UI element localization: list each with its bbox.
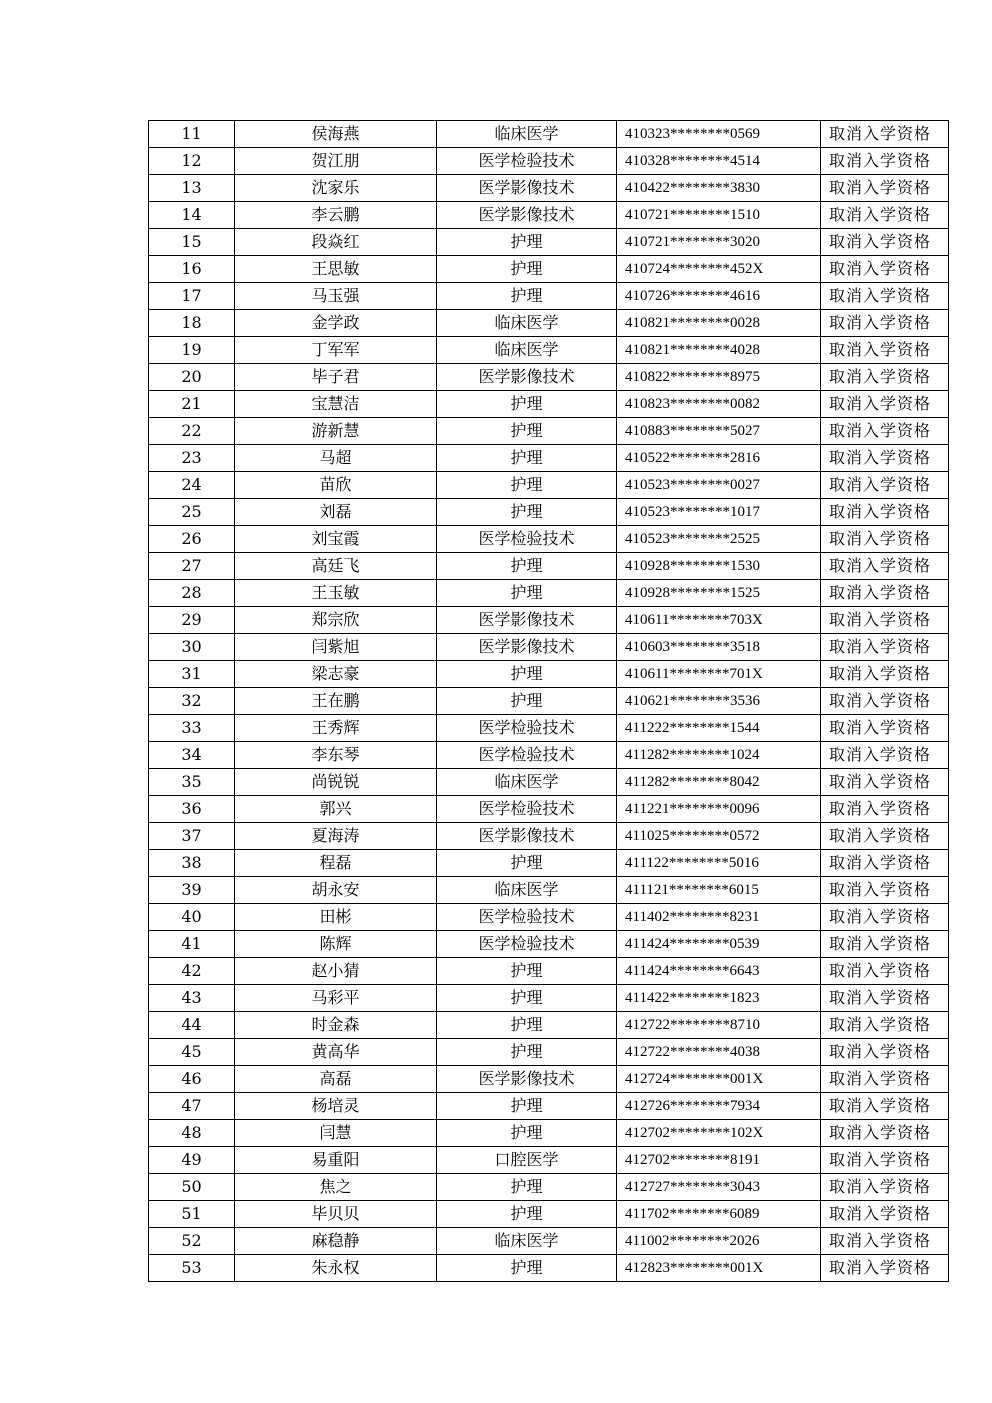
table-row xyxy=(149,1012,949,1039)
table-row xyxy=(149,526,949,553)
id-number-cell: 411422********1823 xyxy=(617,985,821,1012)
table-row xyxy=(149,1174,949,1201)
id-number-cell: 410603********3518 xyxy=(617,634,821,661)
id-number-cell: 410822********8975 xyxy=(617,364,821,391)
major-cell: 医学影像技术 xyxy=(437,823,617,850)
row-number-cell: 28 xyxy=(149,580,235,607)
table-row xyxy=(149,958,949,985)
table-row xyxy=(149,256,949,283)
id-number-cell: 410523********2525 xyxy=(617,526,821,553)
major-cell: 医学影像技术 xyxy=(437,607,617,634)
student-name-cell: 王在鹏 xyxy=(235,688,437,715)
major-cell: 医学影像技术 xyxy=(437,202,617,229)
student-name-cell: 贺江朋 xyxy=(235,148,437,175)
student-name-cell: 闫紫旭 xyxy=(235,634,437,661)
id-number-cell: 412702********102X xyxy=(617,1120,821,1147)
row-number-cell: 43 xyxy=(149,985,235,1012)
major-cell: 临床医学 xyxy=(437,769,617,796)
row-number-cell: 49 xyxy=(149,1147,235,1174)
major-cell: 临床医学 xyxy=(437,337,617,364)
status-cell: 取消入学资格 xyxy=(821,445,949,472)
row-number-cell: 13 xyxy=(149,175,235,202)
table-row xyxy=(149,553,949,580)
table-row xyxy=(149,1201,949,1228)
id-number-cell: 412823********001X xyxy=(617,1255,821,1282)
status-cell: 取消入学资格 xyxy=(821,580,949,607)
id-number-cell: 412726********7934 xyxy=(617,1093,821,1120)
status-cell: 取消入学资格 xyxy=(821,337,949,364)
row-number-cell: 45 xyxy=(149,1039,235,1066)
major-cell: 医学检验技术 xyxy=(437,796,617,823)
row-number-cell: 48 xyxy=(149,1120,235,1147)
id-number-cell: 412727********3043 xyxy=(617,1174,821,1201)
student-name-cell: 高磊 xyxy=(235,1066,437,1093)
row-number-cell: 14 xyxy=(149,202,235,229)
status-cell: 取消入学资格 xyxy=(821,1012,949,1039)
major-cell: 医学检验技术 xyxy=(437,715,617,742)
id-number-cell: 410721********1510 xyxy=(617,202,821,229)
major-cell: 护理 xyxy=(437,445,617,472)
row-number-cell: 33 xyxy=(149,715,235,742)
id-number-cell: 410726********4616 xyxy=(617,283,821,310)
student-name-cell: 胡永安 xyxy=(235,877,437,904)
major-cell: 医学影像技术 xyxy=(437,634,617,661)
id-number-cell: 410323********0569 xyxy=(617,121,821,148)
status-cell: 取消入学资格 xyxy=(821,796,949,823)
status-cell: 取消入学资格 xyxy=(821,850,949,877)
major-cell: 护理 xyxy=(437,985,617,1012)
row-number-cell: 23 xyxy=(149,445,235,472)
student-name-cell: 黄高华 xyxy=(235,1039,437,1066)
table-row xyxy=(149,1228,949,1255)
status-cell: 取消入学资格 xyxy=(821,283,949,310)
table-row xyxy=(149,985,949,1012)
row-number-cell: 27 xyxy=(149,553,235,580)
student-name-cell: 侯海燕 xyxy=(235,121,437,148)
table-row xyxy=(149,391,949,418)
student-name-cell: 刘磊 xyxy=(235,499,437,526)
student-name-cell: 李云鹏 xyxy=(235,202,437,229)
status-cell: 取消入学资格 xyxy=(821,958,949,985)
row-number-cell: 35 xyxy=(149,769,235,796)
status-cell: 取消入学资格 xyxy=(821,553,949,580)
student-name-cell: 杨培灵 xyxy=(235,1093,437,1120)
id-number-cell: 411282********1024 xyxy=(617,742,821,769)
status-cell: 取消入学资格 xyxy=(821,499,949,526)
row-number-cell: 22 xyxy=(149,418,235,445)
student-name-cell: 王思敏 xyxy=(235,256,437,283)
major-cell: 护理 xyxy=(437,553,617,580)
id-number-cell: 410328********4514 xyxy=(617,148,821,175)
student-name-cell: 李东琴 xyxy=(235,742,437,769)
row-number-cell: 34 xyxy=(149,742,235,769)
table-row xyxy=(149,418,949,445)
student-name-cell: 毕贝贝 xyxy=(235,1201,437,1228)
student-name-cell: 闫慧 xyxy=(235,1120,437,1147)
row-number-cell: 31 xyxy=(149,661,235,688)
major-cell: 护理 xyxy=(437,1012,617,1039)
major-cell: 护理 xyxy=(437,418,617,445)
table-row xyxy=(149,877,949,904)
student-name-cell: 郑宗欣 xyxy=(235,607,437,634)
status-cell: 取消入学资格 xyxy=(821,121,949,148)
status-cell: 取消入学资格 xyxy=(821,715,949,742)
row-number-cell: 40 xyxy=(149,904,235,931)
row-number-cell: 51 xyxy=(149,1201,235,1228)
major-cell: 医学检验技术 xyxy=(437,148,617,175)
status-cell: 取消入学资格 xyxy=(821,985,949,1012)
row-number-cell: 25 xyxy=(149,499,235,526)
row-number-cell: 32 xyxy=(149,688,235,715)
status-cell: 取消入学资格 xyxy=(821,1093,949,1120)
student-name-cell: 段焱红 xyxy=(235,229,437,256)
student-name-cell: 夏海涛 xyxy=(235,823,437,850)
status-cell: 取消入学资格 xyxy=(821,823,949,850)
id-number-cell: 410928********1530 xyxy=(617,553,821,580)
status-cell: 取消入学资格 xyxy=(821,1147,949,1174)
major-cell: 护理 xyxy=(437,580,617,607)
table-row xyxy=(149,607,949,634)
student-name-cell: 王玉敏 xyxy=(235,580,437,607)
status-cell: 取消入学资格 xyxy=(821,742,949,769)
student-name-cell: 高廷飞 xyxy=(235,553,437,580)
row-number-cell: 41 xyxy=(149,931,235,958)
id-number-cell: 412722********4038 xyxy=(617,1039,821,1066)
id-number-cell: 411222********1544 xyxy=(617,715,821,742)
table-row xyxy=(149,229,949,256)
major-cell: 护理 xyxy=(437,1093,617,1120)
row-number-cell: 50 xyxy=(149,1174,235,1201)
table-row xyxy=(149,283,949,310)
row-number-cell: 29 xyxy=(149,607,235,634)
id-number-cell: 410721********3020 xyxy=(617,229,821,256)
table-row xyxy=(149,904,949,931)
row-number-cell: 53 xyxy=(149,1255,235,1282)
status-cell: 取消入学资格 xyxy=(821,1201,949,1228)
student-name-cell: 郭兴 xyxy=(235,796,437,823)
id-number-cell: 410522********2816 xyxy=(617,445,821,472)
row-number-cell: 20 xyxy=(149,364,235,391)
id-number-cell: 410724********452X xyxy=(617,256,821,283)
major-cell: 临床医学 xyxy=(437,310,617,337)
table-row xyxy=(149,1120,949,1147)
status-cell: 取消入学资格 xyxy=(821,688,949,715)
student-name-cell: 毕子君 xyxy=(235,364,437,391)
table-row xyxy=(149,472,949,499)
major-cell: 医学检验技术 xyxy=(437,742,617,769)
roster-table xyxy=(148,120,949,1282)
major-cell: 护理 xyxy=(437,958,617,985)
row-number-cell: 30 xyxy=(149,634,235,661)
student-name-cell: 刘宝霞 xyxy=(235,526,437,553)
status-cell: 取消入学资格 xyxy=(821,526,949,553)
table-row xyxy=(149,769,949,796)
status-cell: 取消入学资格 xyxy=(821,877,949,904)
row-number-cell: 16 xyxy=(149,256,235,283)
major-cell: 护理 xyxy=(437,499,617,526)
id-number-cell: 412724********001X xyxy=(617,1066,821,1093)
major-cell: 临床医学 xyxy=(437,877,617,904)
id-number-cell: 411424********0539 xyxy=(617,931,821,958)
status-cell: 取消入学资格 xyxy=(821,1255,949,1282)
major-cell: 医学影像技术 xyxy=(437,1066,617,1093)
id-number-cell: 410611********703X xyxy=(617,607,821,634)
major-cell: 护理 xyxy=(437,229,617,256)
student-name-cell: 朱永权 xyxy=(235,1255,437,1282)
id-number-cell: 411282********8042 xyxy=(617,769,821,796)
roster-table-body xyxy=(149,121,949,1282)
status-cell: 取消入学资格 xyxy=(821,1066,949,1093)
id-number-cell: 410821********0028 xyxy=(617,310,821,337)
major-cell: 临床医学 xyxy=(437,121,617,148)
major-cell: 护理 xyxy=(437,472,617,499)
table-row xyxy=(149,445,949,472)
row-number-cell: 21 xyxy=(149,391,235,418)
student-name-cell: 游新慧 xyxy=(235,418,437,445)
status-cell: 取消入学资格 xyxy=(821,904,949,931)
id-number-cell: 410523********0027 xyxy=(617,472,821,499)
student-name-cell: 马彩平 xyxy=(235,985,437,1012)
student-name-cell: 马超 xyxy=(235,445,437,472)
table-row xyxy=(149,580,949,607)
student-name-cell: 程磊 xyxy=(235,850,437,877)
student-name-cell: 易重阳 xyxy=(235,1147,437,1174)
status-cell: 取消入学资格 xyxy=(821,634,949,661)
student-name-cell: 时金森 xyxy=(235,1012,437,1039)
row-number-cell: 37 xyxy=(149,823,235,850)
major-cell: 护理 xyxy=(437,1120,617,1147)
status-cell: 取消入学资格 xyxy=(821,607,949,634)
major-cell: 护理 xyxy=(437,1201,617,1228)
id-number-cell: 411121********6015 xyxy=(617,877,821,904)
row-number-cell: 17 xyxy=(149,283,235,310)
major-cell: 护理 xyxy=(437,1039,617,1066)
row-number-cell: 39 xyxy=(149,877,235,904)
table-row xyxy=(149,1255,949,1282)
student-name-cell: 王秀辉 xyxy=(235,715,437,742)
student-name-cell: 马玉强 xyxy=(235,283,437,310)
id-number-cell: 410883********5027 xyxy=(617,418,821,445)
row-number-cell: 12 xyxy=(149,148,235,175)
table-row xyxy=(149,931,949,958)
status-cell: 取消入学资格 xyxy=(821,229,949,256)
row-number-cell: 42 xyxy=(149,958,235,985)
table-row xyxy=(149,1147,949,1174)
id-number-cell: 410821********4028 xyxy=(617,337,821,364)
student-name-cell: 苗欣 xyxy=(235,472,437,499)
id-number-cell: 411025********0572 xyxy=(617,823,821,850)
table-row xyxy=(149,148,949,175)
major-cell: 医学检验技术 xyxy=(437,931,617,958)
student-name-cell: 陈辉 xyxy=(235,931,437,958)
status-cell: 取消入学资格 xyxy=(821,202,949,229)
student-name-cell: 麻稳静 xyxy=(235,1228,437,1255)
table-row xyxy=(149,121,949,148)
table-row xyxy=(149,364,949,391)
table-row xyxy=(149,175,949,202)
id-number-cell: 410523********1017 xyxy=(617,499,821,526)
table-row xyxy=(149,202,949,229)
student-name-cell: 焦之 xyxy=(235,1174,437,1201)
major-cell: 护理 xyxy=(437,688,617,715)
major-cell: 临床医学 xyxy=(437,1228,617,1255)
status-cell: 取消入学资格 xyxy=(821,391,949,418)
status-cell: 取消入学资格 xyxy=(821,661,949,688)
id-number-cell: 411402********8231 xyxy=(617,904,821,931)
student-name-cell: 尚锐锐 xyxy=(235,769,437,796)
id-number-cell: 411702********6089 xyxy=(617,1201,821,1228)
id-number-cell: 411002********2026 xyxy=(617,1228,821,1255)
row-number-cell: 19 xyxy=(149,337,235,364)
major-cell: 医学影像技术 xyxy=(437,175,617,202)
table-row xyxy=(149,1093,949,1120)
table-row xyxy=(149,688,949,715)
status-cell: 取消入学资格 xyxy=(821,1120,949,1147)
major-cell: 医学影像技术 xyxy=(437,364,617,391)
table-row xyxy=(149,661,949,688)
row-number-cell: 18 xyxy=(149,310,235,337)
status-cell: 取消入学资格 xyxy=(821,472,949,499)
student-name-cell: 宝慧洁 xyxy=(235,391,437,418)
id-number-cell: 411221********0096 xyxy=(617,796,821,823)
status-cell: 取消入学资格 xyxy=(821,148,949,175)
major-cell: 医学检验技术 xyxy=(437,904,617,931)
row-number-cell: 11 xyxy=(149,121,235,148)
status-cell: 取消入学资格 xyxy=(821,418,949,445)
id-number-cell: 410823********0082 xyxy=(617,391,821,418)
id-number-cell: 412722********8710 xyxy=(617,1012,821,1039)
table-row xyxy=(149,850,949,877)
id-number-cell: 410621********3536 xyxy=(617,688,821,715)
table-row xyxy=(149,1066,949,1093)
major-cell: 医学检验技术 xyxy=(437,526,617,553)
row-number-cell: 47 xyxy=(149,1093,235,1120)
status-cell: 取消入学资格 xyxy=(821,256,949,283)
id-number-cell: 410422********3830 xyxy=(617,175,821,202)
id-number-cell: 410928********1525 xyxy=(617,580,821,607)
table-row xyxy=(149,634,949,661)
table-row xyxy=(149,1039,949,1066)
student-name-cell: 赵小猜 xyxy=(235,958,437,985)
major-cell: 护理 xyxy=(437,850,617,877)
status-cell: 取消入学资格 xyxy=(821,931,949,958)
table-row xyxy=(149,337,949,364)
row-number-cell: 36 xyxy=(149,796,235,823)
major-cell: 护理 xyxy=(437,1174,617,1201)
row-number-cell: 52 xyxy=(149,1228,235,1255)
row-number-cell: 15 xyxy=(149,229,235,256)
row-number-cell: 24 xyxy=(149,472,235,499)
id-number-cell: 410611********701X xyxy=(617,661,821,688)
status-cell: 取消入学资格 xyxy=(821,1228,949,1255)
id-number-cell: 412702********8191 xyxy=(617,1147,821,1174)
row-number-cell: 46 xyxy=(149,1066,235,1093)
row-number-cell: 26 xyxy=(149,526,235,553)
row-number-cell: 38 xyxy=(149,850,235,877)
status-cell: 取消入学资格 xyxy=(821,1174,949,1201)
status-cell: 取消入学资格 xyxy=(821,1039,949,1066)
student-name-cell: 丁军军 xyxy=(235,337,437,364)
major-cell: 护理 xyxy=(437,256,617,283)
major-cell: 护理 xyxy=(437,391,617,418)
major-cell: 护理 xyxy=(437,283,617,310)
major-cell: 口腔医学 xyxy=(437,1147,617,1174)
major-cell: 护理 xyxy=(437,661,617,688)
table-row xyxy=(149,742,949,769)
student-name-cell: 梁志豪 xyxy=(235,661,437,688)
status-cell: 取消入学资格 xyxy=(821,175,949,202)
row-number-cell: 44 xyxy=(149,1012,235,1039)
student-name-cell: 田彬 xyxy=(235,904,437,931)
status-cell: 取消入学资格 xyxy=(821,364,949,391)
table-row xyxy=(149,715,949,742)
id-number-cell: 411424********6643 xyxy=(617,958,821,985)
table-row xyxy=(149,823,949,850)
status-cell: 取消入学资格 xyxy=(821,769,949,796)
id-number-cell: 411122********5016 xyxy=(617,850,821,877)
major-cell: 护理 xyxy=(437,1255,617,1282)
table-row xyxy=(149,310,949,337)
student-name-cell: 沈家乐 xyxy=(235,175,437,202)
table-row xyxy=(149,796,949,823)
status-cell: 取消入学资格 xyxy=(821,310,949,337)
student-name-cell: 金学政 xyxy=(235,310,437,337)
table-row xyxy=(149,499,949,526)
